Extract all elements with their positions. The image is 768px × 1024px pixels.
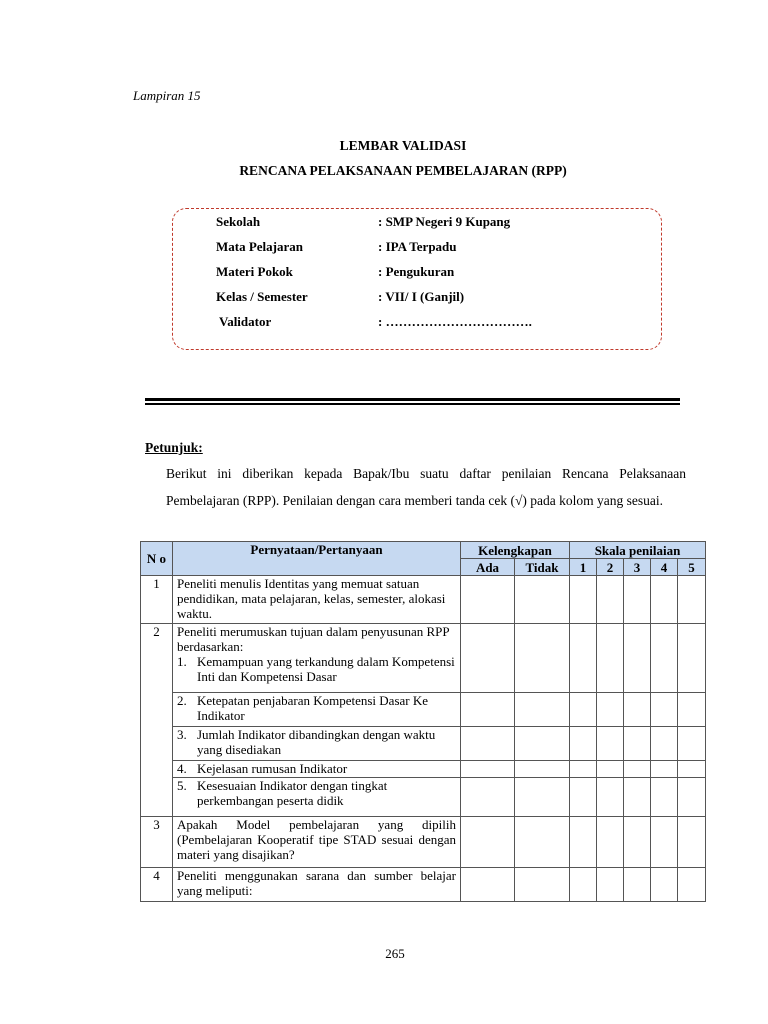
instructions-heading: Petunjuk: xyxy=(145,440,203,455)
cell-scale-4[interactable] xyxy=(651,778,678,817)
cell-scale-5[interactable] xyxy=(678,624,706,693)
info-value-sekolah: : SMP Negeri 9 Kupang xyxy=(378,214,511,229)
cell-ada[interactable] xyxy=(461,624,515,693)
cell-ada[interactable] xyxy=(461,778,515,817)
cell-scale-4[interactable] xyxy=(651,868,678,902)
header-scale-4: 4 xyxy=(651,559,678,576)
cell-scale-2[interactable] xyxy=(597,624,624,693)
header-scale-5: 5 xyxy=(678,559,706,576)
cell-scale-3[interactable] xyxy=(624,817,651,868)
cell-ada[interactable] xyxy=(461,817,515,868)
cell-scale-2[interactable] xyxy=(597,576,624,624)
info-label-sekolah: Sekolah xyxy=(216,214,261,229)
row-statement: Peneliti menulis Identitas yang memuat satuan pendidikan, mata pelajaran, kelas, semester, alokasi waktu. xyxy=(173,576,461,624)
document-subtitle: RENCANA PELAKSANAAN PEMBELAJARAN (RPP) xyxy=(239,163,567,178)
row-statement xyxy=(173,761,461,778)
cell-tidak[interactable] xyxy=(515,817,570,868)
sub-item-text: Kejelasan rumusan Indikator xyxy=(197,761,348,776)
cell-scale-2[interactable] xyxy=(597,727,624,761)
cell-scale-1[interactable] xyxy=(570,761,597,778)
cell-scale-5[interactable] xyxy=(678,693,706,727)
cell-tidak[interactable] xyxy=(515,727,570,761)
table-row xyxy=(141,693,706,727)
cell-scale-4[interactable] xyxy=(651,624,678,693)
info-label-materi: Materi Pokok xyxy=(216,264,293,279)
divider-thick xyxy=(145,398,680,401)
sub-item-text: Jumlah Indikator dibandingkan dengan waktu yang disediakan xyxy=(197,727,436,757)
cell-scale-1[interactable] xyxy=(570,868,597,902)
cell-scale-4[interactable] xyxy=(651,576,678,624)
table-row xyxy=(141,576,706,624)
header-tidak: Tidak xyxy=(515,559,570,576)
cell-tidak[interactable] xyxy=(515,576,570,624)
cell-scale-1[interactable] xyxy=(570,693,597,727)
cell-scale-2[interactable] xyxy=(597,761,624,778)
header-kelengkapan: Kelengkapan xyxy=(461,542,570,559)
sub-item-text: Kesesuaian Indikator dengan tingkat perkembangan peserta didik xyxy=(197,778,388,808)
cell-scale-2[interactable] xyxy=(597,868,624,902)
cell-scale-5[interactable] xyxy=(678,761,706,778)
sub-item xyxy=(177,654,456,684)
sub-item-number: 5. xyxy=(177,778,187,793)
cell-scale-5[interactable] xyxy=(678,778,706,817)
cell-scale-4[interactable] xyxy=(651,817,678,868)
cell-scale-2[interactable] xyxy=(597,778,624,817)
cell-scale-3[interactable] xyxy=(624,778,651,817)
row-number: 4 xyxy=(141,868,173,902)
row-statement: Apakah Model pembelajaran yang dipilih (Pembelajaran Kooperatif tipe STAD sesuai dengan materi yang disajikan? xyxy=(173,817,461,868)
header-skala: Skala penilaian xyxy=(570,542,706,559)
appendix-label: Lampiran 15 xyxy=(133,88,201,103)
cell-tidak[interactable] xyxy=(515,761,570,778)
cell-scale-5[interactable] xyxy=(678,868,706,902)
header-scale-2: 2 xyxy=(597,559,624,576)
cell-scale-4[interactable] xyxy=(651,727,678,761)
sub-item-text: Kemampuan yang terkandung dalam Kompetensi Inti dan Kompetensi Dasar xyxy=(197,654,455,684)
row-statement-intro: Peneliti merumuskan tujuan dalam penyusunan RPP berdasarkan: xyxy=(177,624,450,654)
row-statement xyxy=(173,727,461,761)
cell-scale-2[interactable] xyxy=(597,693,624,727)
row-statement xyxy=(173,624,461,693)
cell-scale-1[interactable] xyxy=(570,817,597,868)
cell-ada[interactable] xyxy=(461,576,515,624)
table-row xyxy=(141,761,706,778)
cell-scale-1[interactable] xyxy=(570,778,597,817)
info-label-kelas: Kelas / Semester xyxy=(216,289,308,304)
sub-item-number: 3. xyxy=(177,727,187,742)
header-scale-3: 3 xyxy=(624,559,651,576)
header-statement: Pernyataan/Pertanyaan xyxy=(173,542,461,576)
cell-scale-4[interactable] xyxy=(651,761,678,778)
cell-scale-3[interactable] xyxy=(624,727,651,761)
row-number: 1 xyxy=(141,576,173,624)
row-number: 3 xyxy=(141,817,173,868)
cell-tidak[interactable] xyxy=(515,624,570,693)
table-row xyxy=(141,868,706,902)
page-number: 265 xyxy=(385,946,405,961)
cell-scale-1[interactable] xyxy=(570,576,597,624)
instructions-text: Berikut ini diberikan kepada Bapak/Ibu suatu daftar penilaian Rencana Pelaksanaan Pembelajaran (RPP). Penilaian dengan cara memberi tanda cek (√) pada kolom yang sesuai. xyxy=(166,466,686,508)
sub-item-text: Ketepatan penjabaran Kompetensi Dasar Ke Indikator xyxy=(197,693,429,723)
cell-scale-3[interactable] xyxy=(624,624,651,693)
cell-ada[interactable] xyxy=(461,727,515,761)
info-value-validator: : ……………………………. xyxy=(378,314,532,329)
cell-scale-2[interactable] xyxy=(597,817,624,868)
cell-ada[interactable] xyxy=(461,868,515,902)
info-value-mapel: : IPA Terpadu xyxy=(378,239,457,254)
cell-ada[interactable] xyxy=(461,693,515,727)
row-statement: Peneliti menggunakan sarana dan sumber belajar yang meliputi: xyxy=(173,868,461,902)
cell-scale-1[interactable] xyxy=(570,727,597,761)
cell-scale-5[interactable] xyxy=(678,727,706,761)
row-number: 2 xyxy=(141,624,173,817)
cell-scale-4[interactable] xyxy=(651,693,678,727)
validation-table xyxy=(140,541,706,902)
cell-tidak[interactable] xyxy=(515,778,570,817)
row-statement xyxy=(173,693,461,727)
cell-scale-5[interactable] xyxy=(678,817,706,868)
header-scale-1: 1 xyxy=(570,559,597,576)
table-row xyxy=(141,727,706,761)
info-value-materi: : Pengukuran xyxy=(378,264,455,279)
document-title: LEMBAR VALIDASI xyxy=(339,138,467,153)
divider-thin xyxy=(145,403,680,405)
cell-tidak[interactable] xyxy=(515,693,570,727)
table-row xyxy=(141,624,706,693)
sub-item-number: 1. xyxy=(177,654,187,669)
cell-scale-1[interactable] xyxy=(570,624,597,693)
sub-item-number: 4. xyxy=(177,761,187,776)
table-row xyxy=(141,817,706,868)
cell-scale-3[interactable] xyxy=(624,761,651,778)
header-no: N o xyxy=(141,542,173,576)
cell-scale-5[interactable] xyxy=(678,576,706,624)
cell-tidak[interactable] xyxy=(515,868,570,902)
info-value-kelas: : VII/ I (Ganjil) xyxy=(378,289,465,304)
cell-scale-3[interactable] xyxy=(624,693,651,727)
info-label-mapel: Mata Pelajaran xyxy=(216,239,304,254)
cell-scale-3[interactable] xyxy=(624,576,651,624)
header-ada: Ada xyxy=(461,559,515,576)
cell-ada[interactable] xyxy=(461,761,515,778)
info-label-validator: Validator xyxy=(219,314,272,329)
cell-scale-3[interactable] xyxy=(624,868,651,902)
row-statement xyxy=(173,778,461,817)
table-row xyxy=(141,778,706,817)
sub-item-number: 2. xyxy=(177,693,187,708)
